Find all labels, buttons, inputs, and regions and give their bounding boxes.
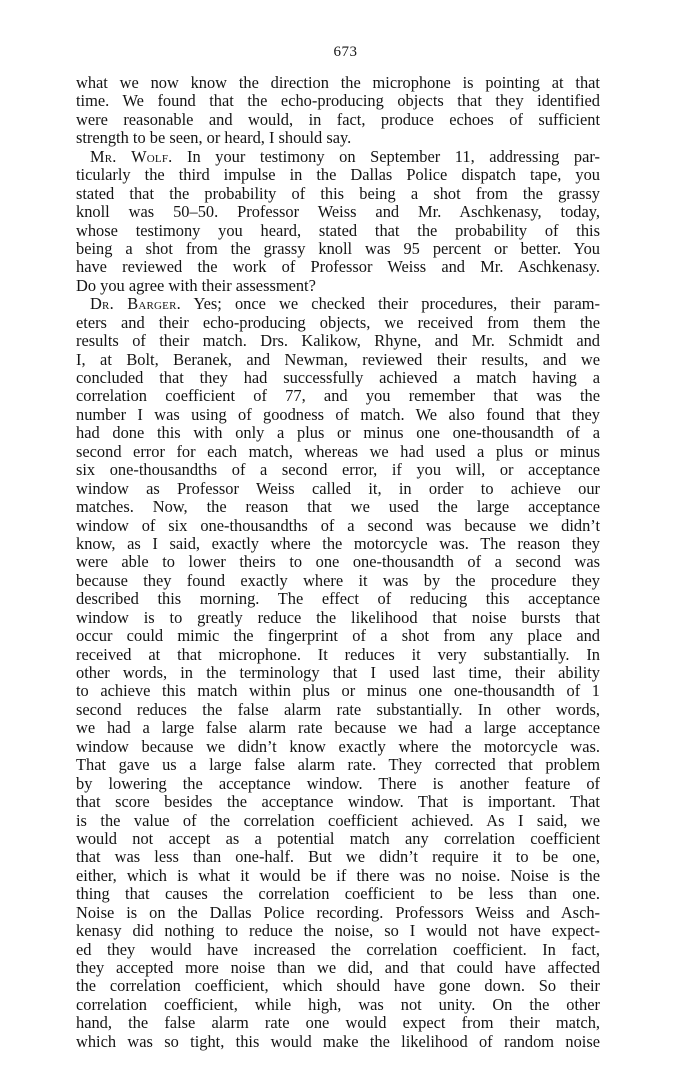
text-line <box>76 258 600 276</box>
line-text: I, at Bolt, Beranek, and Newman, reviewed their results, and we <box>76 349 600 369</box>
line-text: other words, in the terminology that I used last time, their ability <box>76 663 600 682</box>
line-text: window as Professor Weiss called it, in order to achieve our <box>76 478 600 498</box>
text-line <box>76 830 600 848</box>
line-text: have reviewed the work of Professor Weiss and Mr. Aschkenasy. <box>76 257 600 277</box>
page-number: 673 <box>333 44 358 60</box>
line-text: described this morning. The effect of reducing this acceptance <box>76 589 600 609</box>
line-text: concluded that they had successfully achieved a match having a <box>76 368 600 387</box>
line-text: kenasy did nothing to reduce the noise, so I would not have expect- <box>76 921 600 941</box>
line-text: That gave us a large false alarm rate. They corrected that problem <box>76 755 600 775</box>
line-text: second error for each match, whereas we had used a plus or minus <box>76 441 600 461</box>
text-line <box>76 203 600 221</box>
line-text: In your testimony on September 11, addressing par- <box>172 146 600 166</box>
line-text: window because we didn’t know exactly where the motorcycle was. <box>76 736 600 756</box>
line-text: they accepted more noise than we did, and that could have affected <box>76 958 600 977</box>
text-line <box>76 277 600 295</box>
line-text: eters and their echo-producing objects, we received from them the <box>76 312 600 332</box>
text-line <box>76 922 600 940</box>
text-line <box>76 885 600 903</box>
text-line <box>76 535 600 553</box>
line-text: were reasonable and would, in fact, produce echoes of sufficient <box>76 109 600 129</box>
text-line <box>76 517 600 535</box>
line-text: being a shot from the grassy knoll was 95 percent or better. You <box>76 238 600 258</box>
text-line <box>76 240 600 258</box>
text-line <box>76 775 600 793</box>
line-text: Yes; once we checked their procedures, their param- <box>180 294 600 314</box>
text-line <box>76 996 600 1014</box>
line-text: occur could mimic the fingerprint of a shot from any place and <box>76 626 600 646</box>
text-line <box>76 904 600 922</box>
line-text: is the value of the correlation coefficient achieved. As I said, we <box>76 810 600 830</box>
text-line <box>76 701 600 719</box>
line-text: were able to lower theirs to one one-thousandth of a second was <box>76 552 600 572</box>
line-text: would not accept as a potential match any correlation coefficient <box>76 828 600 848</box>
text-line <box>76 1014 600 1032</box>
text-line <box>76 498 600 516</box>
text-line <box>76 406 600 424</box>
line-text: results of their match. Drs. Kalikow, Rhyne, and Mr. Schmidt and <box>76 331 600 351</box>
line-text: thing that causes the correlation coefficient to be less than one. <box>76 884 600 904</box>
line-text: know, as I said, exactly where the motorcycle was. The reason they <box>76 533 600 553</box>
text-line <box>76 129 600 147</box>
line-text: knoll was 50–50. Professor Weiss and Mr. Aschkenasy, today, <box>76 202 600 222</box>
text-line <box>76 332 600 350</box>
text-line <box>76 719 600 737</box>
line-text: what we now know the direction the microphone is pointing at that <box>76 73 600 92</box>
text-line <box>76 738 600 756</box>
text-line <box>76 590 600 608</box>
text-line <box>76 185 600 203</box>
text-line <box>76 480 600 498</box>
line-text: had done this with only a plus or minus one one-thousandth of a <box>76 423 600 443</box>
text-line <box>76 664 600 682</box>
text-line <box>76 959 600 977</box>
line-text: either, which is what it would be if there was no noise. Noise is the <box>76 865 600 885</box>
text-line <box>76 74 600 92</box>
text-line <box>76 443 600 461</box>
text-line <box>76 572 600 590</box>
text-line <box>76 682 600 700</box>
text-line <box>76 553 600 571</box>
line-text: hand, the false alarm rate one would expect from their match, <box>76 1013 600 1033</box>
text-line <box>76 111 600 129</box>
text-line <box>76 166 600 184</box>
text-line <box>76 222 600 240</box>
text-line <box>76 941 600 959</box>
speaker-name: Dr. Barger. <box>90 294 181 314</box>
text-line <box>76 148 600 166</box>
text-line <box>76 461 600 479</box>
line-text: time. We found that the echo-producing objects that they identified <box>76 91 600 111</box>
line-text: because they found exactly where it was by the procedure they <box>76 570 600 590</box>
line-text: that score besides the acceptance window. That is important. That <box>76 792 600 812</box>
text-line <box>76 424 600 442</box>
text-line <box>76 387 600 405</box>
line-text: correlation coefficient of 77, and you remember that was the <box>76 386 600 406</box>
text-line <box>76 646 600 664</box>
line-text: matches. Now, the reason that we used the large acceptance <box>76 497 600 517</box>
text-line <box>76 977 600 995</box>
line-text: window of six one-thousandths of a second was because we didn’t <box>76 515 600 535</box>
text-line <box>76 627 600 645</box>
line-text: by lowering the acceptance window. There is another feature of <box>76 773 600 793</box>
line-text: ed they would have increased the correlation coefficient. In fact, <box>76 939 600 959</box>
line-text: second reduces the false alarm rate substantially. In other words, <box>76 699 600 719</box>
text-line <box>76 92 600 110</box>
text-line <box>76 867 600 885</box>
line-text: six one-thousandths of a second error, if you will, or acceptance <box>76 460 600 480</box>
text-line <box>76 369 600 387</box>
text-line <box>76 848 600 866</box>
text-line <box>76 609 600 627</box>
text-line <box>76 1033 600 1051</box>
text-line <box>76 812 600 830</box>
text-line <box>76 756 600 774</box>
line-text: ticularly the third impulse in the Dallas Police dispatch tape, you <box>76 165 600 185</box>
speaker-name: Mr. Wolf. <box>90 146 173 166</box>
text-line <box>76 314 600 332</box>
text-line <box>76 295 600 313</box>
line-text: stated that the probability of this being a shot from the grassy <box>76 183 600 203</box>
line-text: correlation coefficient, while high, was not unity. On the other <box>76 994 600 1014</box>
text-line <box>76 351 600 369</box>
line-text: strength to be seen, or heard, I should say. <box>76 128 352 148</box>
line-text: window is to greatly reduce the likelihood that noise bursts that <box>76 607 600 627</box>
line-text: Do you agree with their assessment? <box>76 275 316 295</box>
line-text: that was less than one-half. But we didn’t require it to be one, <box>76 847 600 867</box>
line-text: received at that microphone. It reduces it very substantially. In <box>76 644 600 664</box>
line-text: whose testimony you heard, stated that the probability of this <box>76 220 600 240</box>
line-text: we had a large false alarm rate because we had a large acceptance <box>76 718 600 738</box>
text-line <box>76 793 600 811</box>
line-text: Noise is on the Dallas Police recording. Professors Weiss and Asch- <box>76 902 600 922</box>
line-text: number I was using of goodness of match. We also found that they <box>76 404 600 424</box>
line-text: the correlation coefficient, which should have gone down. So their <box>76 976 600 996</box>
line-text: which was so tight, this would make the likelihood of random noise <box>76 1031 600 1051</box>
testimony-text <box>76 74 600 1051</box>
line-text: to achieve this match within plus or minus one one-thousandth of 1 <box>76 681 600 701</box>
